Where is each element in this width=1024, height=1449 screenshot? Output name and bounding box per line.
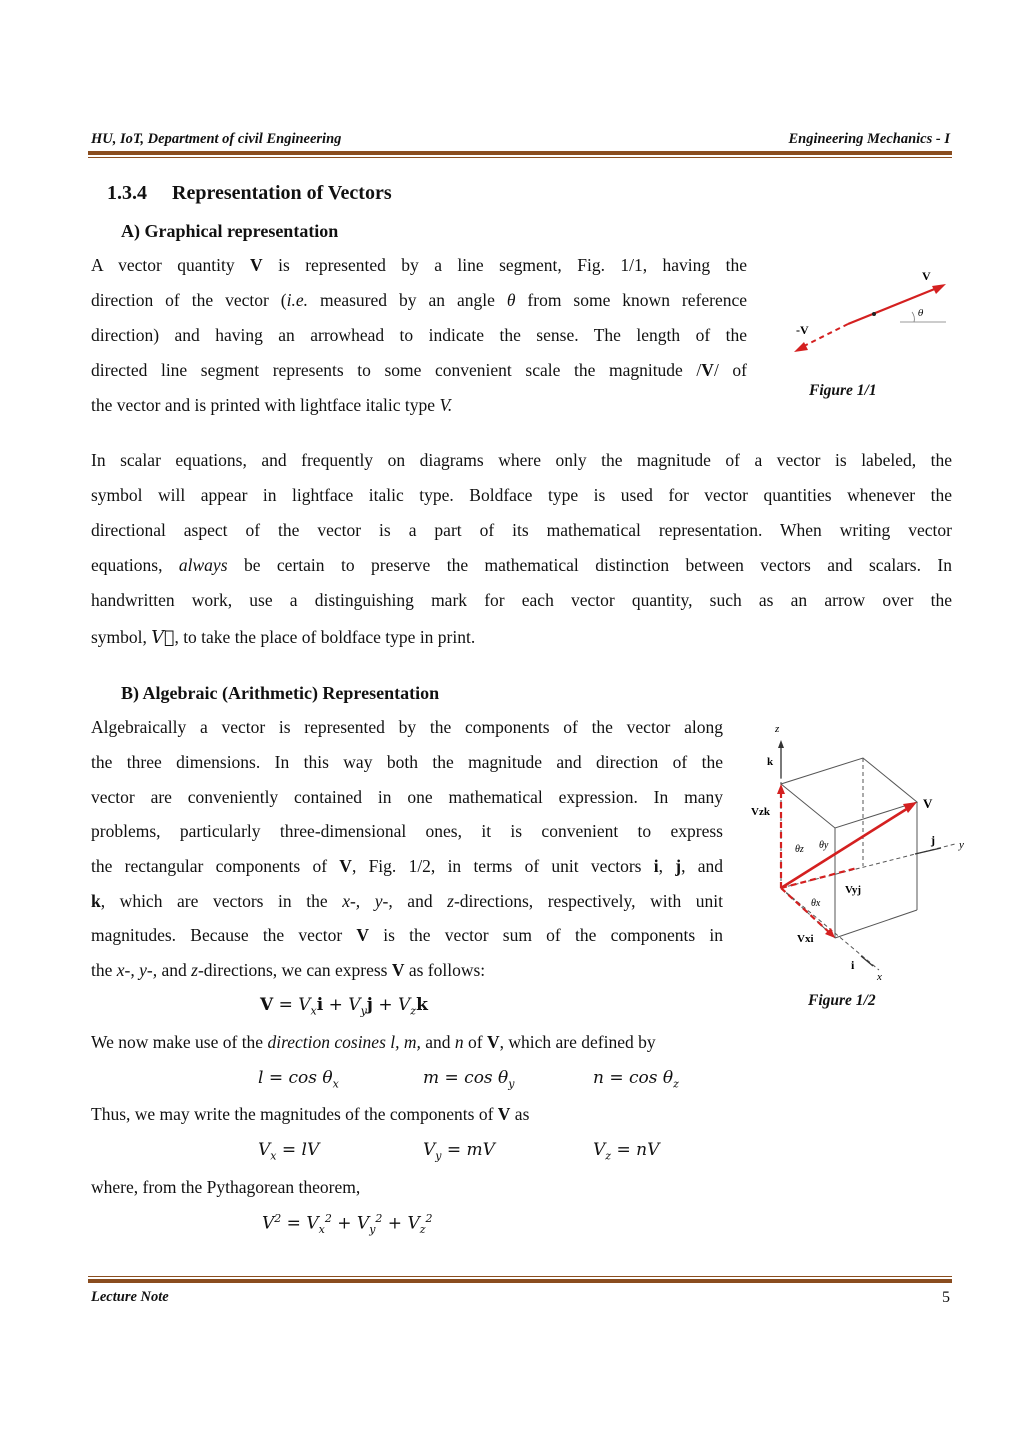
label-vzk: Vzk (751, 806, 770, 818)
equation-vz: $V_z$ = nV (593, 1140, 660, 1163)
header-rule-thick (88, 151, 952, 155)
theta-arc (912, 312, 914, 322)
equation-vy: $V_y$ = mV (423, 1140, 495, 1163)
label-j: j (931, 833, 935, 847)
part-b-heading: B) Algebraic (Arithmetic) Representation (121, 683, 440, 703)
equation-vector-sum: $V = V_xi + V_yj + V_zk$ (260, 995, 428, 1018)
section-title: Representation of Vectors (172, 182, 392, 204)
equation-pythagoras: $V^2 = V_x^2 + V_y^2 + V_z^2$ (262, 1212, 433, 1237)
footer-rule-thick (88, 1279, 952, 1283)
equation-m: $m = \cos \theta_y$ (423, 1068, 515, 1091)
part-a-line-1: A vector quantity V is represented by a line segment, Fig. 1/1, having the (91, 255, 747, 275)
header-right: Engineering Mechanics - I (788, 131, 950, 147)
section-number: 1.3.4 (107, 182, 147, 204)
label-neg-v: -V (796, 323, 809, 337)
vector-v-line (848, 286, 942, 324)
part-b-line-5: the rectangular components of V, Fig. 1/2, in terms of unit vectors i, j, and (91, 856, 723, 876)
part-a-line-3: direction) and having an arrowhead to indicate the sense. The length of the (91, 325, 747, 345)
vector-vzk-arrowhead (777, 784, 785, 794)
label-x: x (877, 971, 882, 983)
section-heading (107, 182, 392, 205)
label-vyj: Vyj (845, 884, 862, 896)
label-theta-y: θy (819, 840, 829, 851)
part-a-line-5: the vector and is printed with lightface italic type V. (91, 395, 453, 415)
scalar-line-2: symbol will appear in lightface italic type. Boldface type is used for vector quantities whenever the (91, 485, 952, 505)
figure-1-1-caption: Figure 1/1 (809, 382, 877, 399)
label-i: i (851, 958, 855, 972)
scalar-line-6: symbol, V⃗, to take the place of boldface type in print. (91, 627, 476, 648)
label-theta-z: θz (795, 844, 804, 855)
magnitudes-intro: Thus, we may write the magnitudes of the components of V as (91, 1104, 530, 1124)
unit-i-vector (861, 956, 873, 966)
vector-v-arrowhead (932, 284, 946, 294)
figure-1-2 (745, 718, 970, 988)
direction-cosines-intro: We now make use of the direction cosines l, m, and n of V, which are defined by (91, 1032, 656, 1052)
part-b-line-4: problems, particularly three-dimensional ones, it is convenient to express (91, 821, 723, 841)
unit-k-arrowhead (778, 740, 784, 748)
box-top (781, 758, 917, 828)
part-b-line-6: k, which are vectors in the x-, y-, and z-directions, respectively, with unit (91, 891, 723, 911)
part-a-heading: A) Graphical representation (121, 221, 339, 241)
part-a-line-2: direction of the vector (i.e. measured by an angle θ from some known reference (91, 290, 747, 310)
part-b-line-3: vector are conveniently contained in one mathematical expression. In many (91, 787, 723, 807)
scalar-line-1: In scalar equations, and frequently on diagrams where only the magnitude of a vector is labeled, the (91, 450, 952, 470)
equation-n: $n = \cos \theta_z$ (593, 1068, 679, 1091)
equation-l: $l = \cos \theta_x$ (258, 1068, 339, 1091)
part-b-line-1: Algebraically a vector is represented by the components of the vector along (91, 717, 723, 737)
part-a-line-4: directed line segment represents to some convenient scale the magnitude /V/ of (91, 360, 747, 380)
label-theta: θ (918, 309, 924, 319)
label-k: k (767, 756, 774, 768)
label-v: V (923, 796, 933, 811)
scalar-line-5: handwritten work, use a distinguishing mark for each vector quantity, such as an arrow over the (91, 590, 952, 610)
scalar-line-3: directional aspect of the vector is a part of its mathematical representation. When writing vector (91, 520, 952, 540)
scalar-line-4: equations, always be certain to preserve the mathematical distinction between vectors and scalars. In (91, 555, 952, 575)
label-v: V (922, 269, 931, 283)
footer-rule-thin (88, 1276, 952, 1277)
pythagoras-intro: where, from the Pythagorean theorem, (91, 1177, 361, 1197)
footer-left: Lecture Note (91, 1289, 169, 1305)
equation-vx: $V_x$ = lV (258, 1140, 320, 1163)
figure-1-2-caption: Figure 1/2 (808, 992, 876, 1009)
label-y: y (959, 839, 964, 851)
part-b-line-2: the three dimensions. In this way both the magnitude and direction of the (91, 752, 723, 772)
label-vxi: Vxi (797, 933, 814, 945)
figure-1-1 (780, 262, 955, 362)
label-theta-x: θx (811, 898, 821, 909)
box-edge-bottom-right (835, 910, 917, 938)
label-z: z (775, 723, 780, 735)
page-number: 5 (942, 1289, 950, 1306)
origin-dot (872, 312, 876, 316)
part-b-line-7: magnitudes. Because the vector V is the vector sum of the components in (91, 925, 723, 945)
header-rule-thin (88, 157, 952, 158)
part-b-line-8: the x-, y-, and z-directions, we can express V as follows: (91, 960, 486, 980)
header-left: HU, IoT, Department of civil Engineering (91, 131, 342, 147)
unit-j-vector (915, 848, 941, 854)
vector-neg-v-arrowhead (794, 342, 808, 352)
